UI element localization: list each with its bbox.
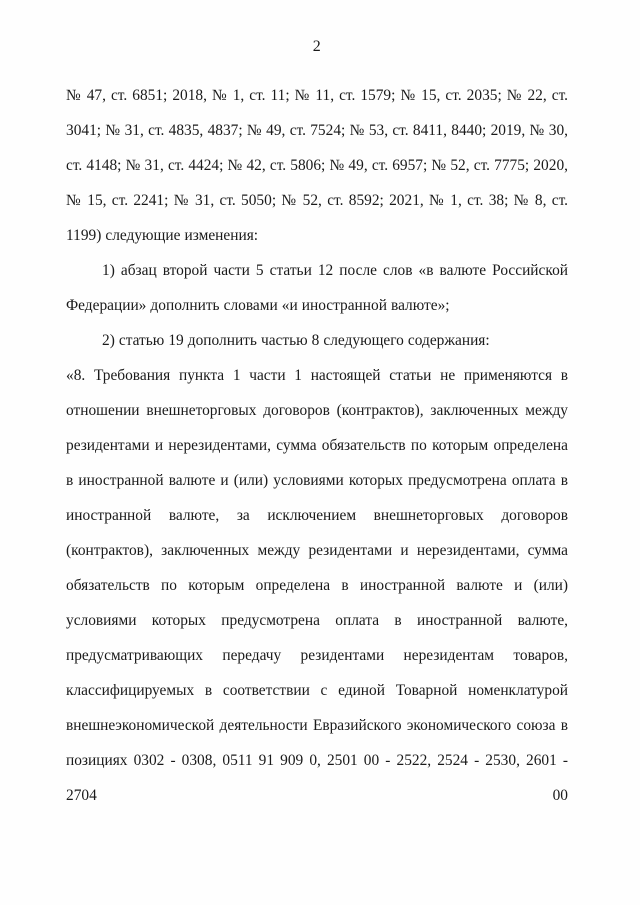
- document-body: [66, 78, 568, 813]
- paragraph-item-2: 2) статью 19 дополнить частью 8 следующего содержания:: [102, 332, 490, 349]
- paragraph-citation-list: № 47, ст. 6851; 2018, № 1, ст. 11; № 11, ст. 1579; № 15, ст. 2035; № 22, ст. 3041; № 31, ст. 4835, 4837; № 49, ст. 7524; № 53, ст. 8411, 8440; 2019, № 30, ст. 4148; № 31, ст. 4424; № 42, ст. 5806; № 49, ст. 6957; № 52, ст. 7775; 2020, № 15, ст. 2241; № 31, ст. 5050; № 52, ст. 8592; 2021, № 1, ст. 38; № 8, ст. 1199) следующие изменения:: [66, 87, 568, 244]
- paragraph-quote-part-8: «8. Требования пункта 1 части 1 настоящей статьи не применяются в отношении внешнеторговых договоров (контрактов), заключенных между резидентами и нерезидентами, сумма обязательств по которым определена в иностранной валюте и (или) условиями которых предусмотрена оплата в иностранной валюте, за исключением внешнеторговых договоров (контрактов), заключенных между резидентами и нерезидентами, сумма обязательств по которым определена в иностранной валюте и (или) условиями которых предусмотрена оплата в иностранной валюте, предусматривающих передачу резидентами нерезидентам товаров, классифицируемых в соответствии с единой Товарной номенклатурой внешнеэкономической деятельности Евразийского экономического союза в позициях 0302 - 0308, 0511 91 909 0, 2501 00 - 2522, 2524 - 2530, 2601 - 2704 00: [66, 367, 568, 804]
- page-number: 2: [312, 38, 322, 55]
- paragraph-item-1: 1) абзац второй части 5 статьи 12 после слов «в валюте Российской Федерации» дополнить словами «и иностранной валюте»;: [66, 262, 568, 314]
